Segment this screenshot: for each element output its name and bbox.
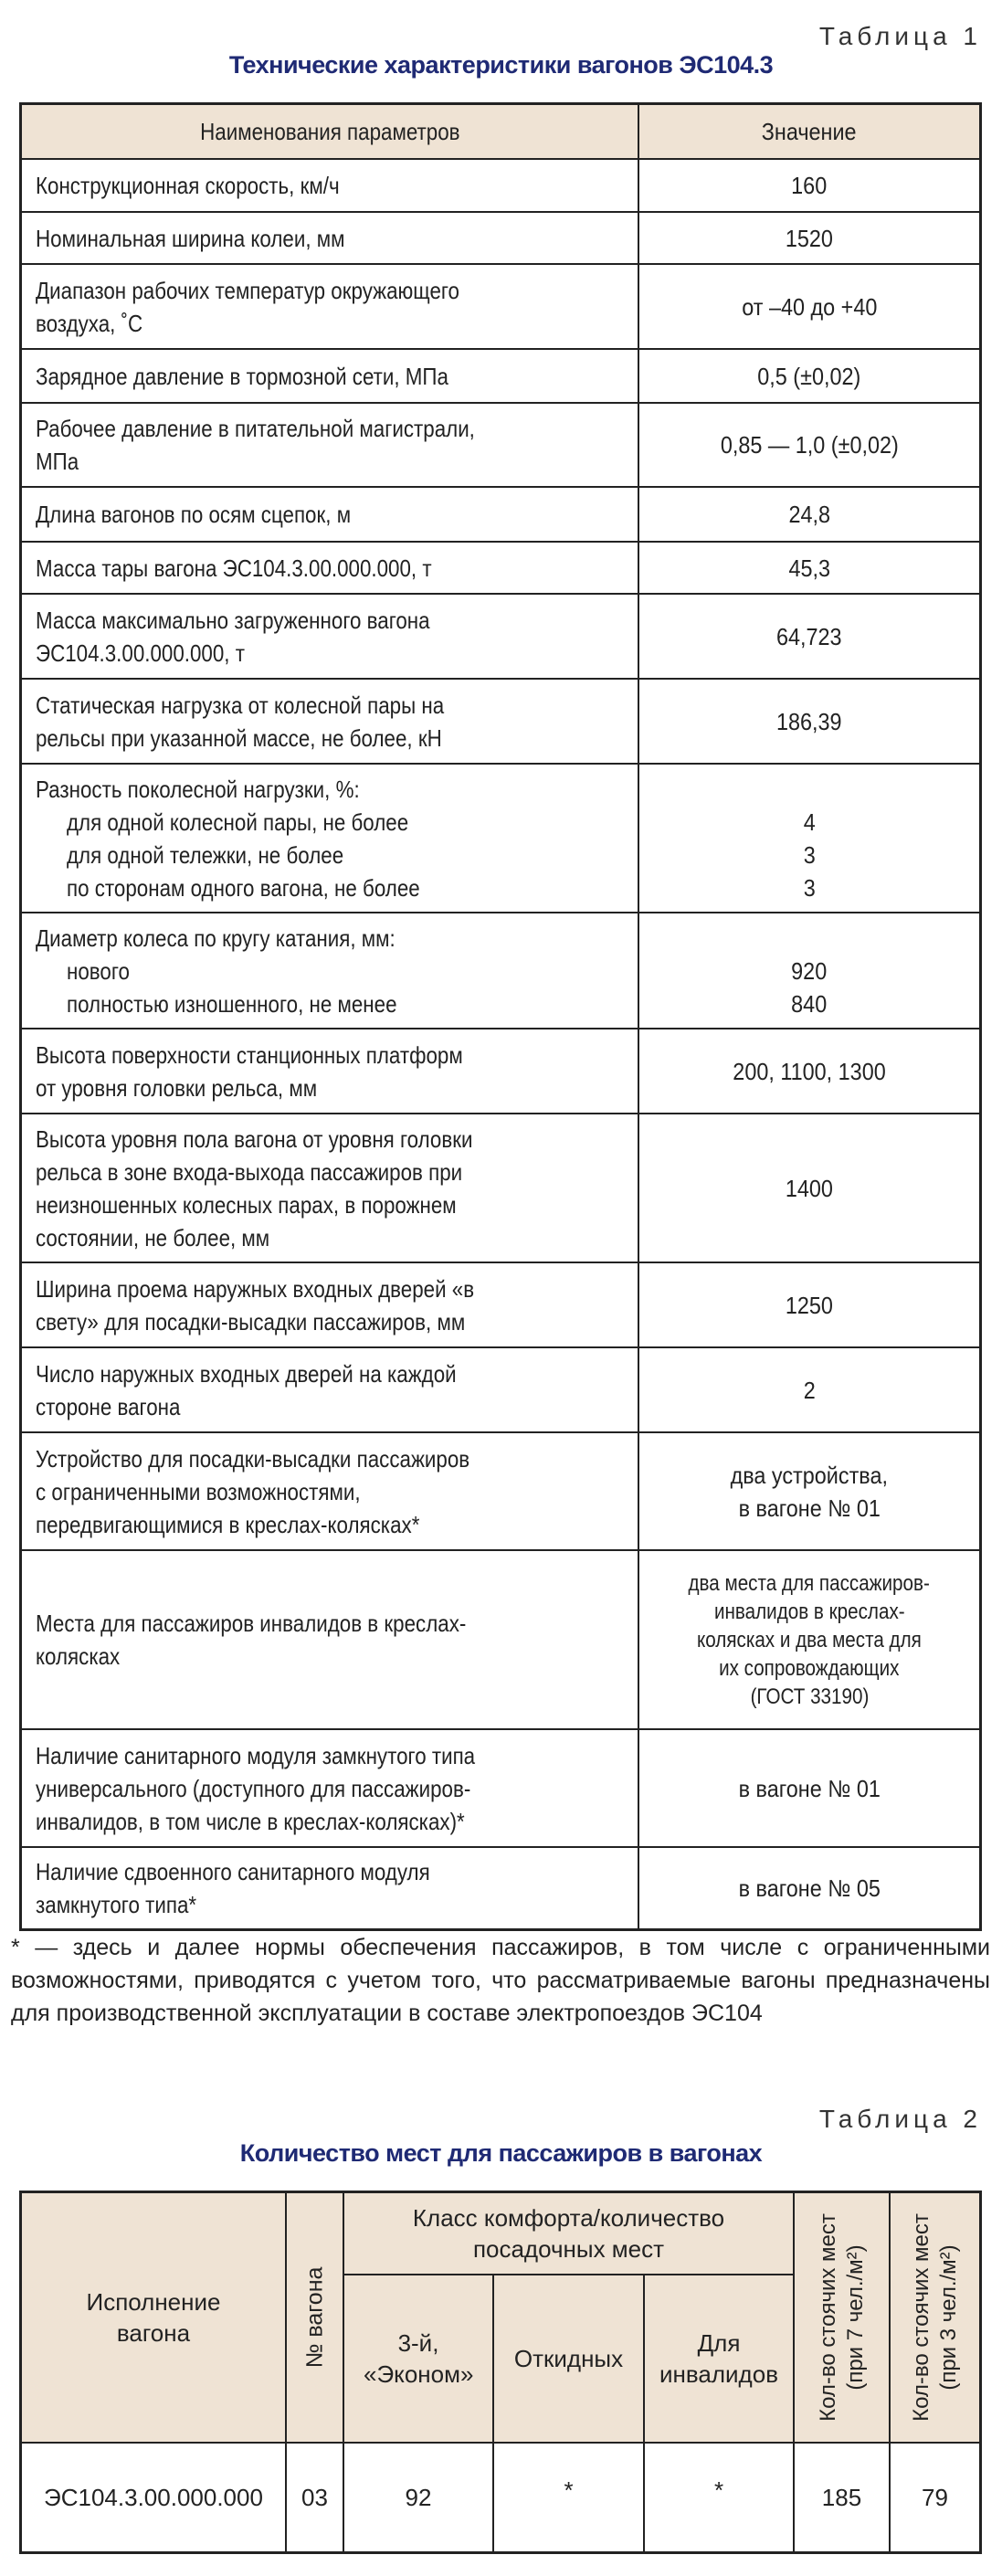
parameter-cell <box>22 1433 639 1549</box>
parameter-line: Наличие санитарного модуля замкнутого типа <box>36 1741 476 1769</box>
parameter-line: Длина вагонов по осям сцепок, м <box>36 501 352 528</box>
header-standing3 <box>891 2193 979 2444</box>
parameter-cell <box>22 1263 639 1346</box>
parameter-line: по сторонам одного вагона, не более <box>67 873 420 902</box>
parameter-cell <box>22 680 639 763</box>
value-line: 64,723 <box>776 622 842 650</box>
value-line: 160 <box>791 172 828 199</box>
header-label: Класс комфорта/количество посадочных мест <box>412 2204 725 2263</box>
parameter-line: с ограниченными возможностями, <box>36 1477 361 1505</box>
table-row <box>22 1113 979 1262</box>
parameter-line: ЭС104.3.00.000.000, т <box>36 639 245 667</box>
cell-standing7: 185 <box>795 2444 891 2551</box>
parameter-cell <box>22 1348 639 1431</box>
table-row <box>22 211 979 263</box>
value-line: в вагоне № 05 <box>738 1874 881 1902</box>
header-label: Откидных <box>513 2345 624 2372</box>
parameter-line: от уровня головки рельса, мм <box>36 1073 318 1102</box>
table-row <box>22 678 979 763</box>
parameter-line: Разность поколесной нагрузки, %: <box>36 775 360 803</box>
value-cell <box>639 213 979 263</box>
cell-execution: ЭС104.3.00.000.000 <box>22 2444 287 2551</box>
parameter-line: Число наружных входных дверей на каждой <box>36 1359 457 1388</box>
value-cell <box>639 1551 979 1728</box>
value-line: два места для пассажиров- <box>688 1570 931 1596</box>
table1-header-row <box>22 105 979 158</box>
parameter-cell <box>22 265 639 348</box>
value-line: 0,85 — 1,0 (±0,02) <box>720 431 899 459</box>
header-folding <box>494 2275 645 2444</box>
table-row <box>22 158 979 211</box>
value-cell <box>639 913 979 1028</box>
value-cell <box>639 350 979 402</box>
table-row <box>22 763 979 912</box>
parameter-cell <box>22 1848 639 1928</box>
parameter-line: передвигающимися в креслах-колясках* <box>36 1510 420 1538</box>
table-row <box>22 541 979 593</box>
parameter-line: для одной колесной пары, не более <box>67 808 409 836</box>
cell-standing3: 79 <box>922 2484 948 2511</box>
header-standing7 <box>795 2193 891 2444</box>
parameter-cell <box>22 213 639 263</box>
value-line: (ГОСТ 33190) <box>750 1684 869 1709</box>
parameter-line: Статическая нагрузка от колесной пары на <box>36 691 445 719</box>
value-cell <box>639 1433 979 1549</box>
table2-title: Количество мест для пассажиров в вагонах <box>239 2139 763 2167</box>
parameter-line: Высота поверхности станционных платформ <box>36 1040 463 1069</box>
parameter-cell <box>22 1029 639 1113</box>
parameter-line: для одной тележки, не более <box>67 840 344 869</box>
parameter-cell <box>22 913 639 1028</box>
value-cell <box>639 1848 979 1928</box>
value-line: 1400 <box>785 1174 834 1202</box>
table-row <box>22 1028 979 1113</box>
value-line: 4 <box>803 808 816 836</box>
table-row <box>22 1431 979 1549</box>
parameter-line: полностью изношенного, не менее <box>67 989 397 1018</box>
table1-title: Технические характеристики вагонов ЭС104.3 <box>228 51 774 79</box>
parameter-cell <box>22 404 639 486</box>
value-cell <box>639 1114 979 1262</box>
parameter-line: рельсы при указанной массе, не более, кН <box>36 723 442 752</box>
parameter-cell <box>22 160 639 211</box>
value-line: колясках и два места для <box>697 1627 922 1652</box>
value-cell <box>639 1348 979 1431</box>
parameter-line: Наличие сдвоенного санитарного модуля <box>36 1858 430 1885</box>
value-cell <box>639 1730 979 1846</box>
table-row <box>22 348 979 402</box>
table-row <box>22 1728 979 1846</box>
value-line: два устройства, <box>730 1461 889 1489</box>
cell-disabled: * <box>645 2444 795 2551</box>
table-row <box>22 1346 979 1431</box>
table1-footnote: * — здесь и далее нормы обеспечения пассажиров, в том числе с ограниченными возможностями, приводятся с учетом того, что рассматриваемые вагоны предназначены для производственной эксплуатации в составе электропоездов ЭС104 <box>11 1935 990 2026</box>
table1 <box>19 102 982 1931</box>
parameter-line: универсального (доступного для пассажиров- <box>36 1774 471 1802</box>
value-line: 840 <box>791 989 828 1018</box>
parameter-cell <box>22 350 639 402</box>
header-label: Исполнение вагона <box>86 2288 221 2347</box>
header-disabled <box>645 2275 795 2444</box>
value-cell <box>639 404 979 486</box>
parameter-line: Ширина проема наружных входных дверей «в <box>36 1274 475 1303</box>
parameter-line: замкнутого типа* <box>36 1891 197 1918</box>
header-comfort-class <box>344 2193 795 2275</box>
cell-folding: * <box>494 2444 645 2551</box>
header-parameters <box>22 105 639 158</box>
cell-car-no: 03 <box>287 2444 344 2551</box>
parameter-line: Устройство для посадки-высадки пассажиров <box>36 1444 470 1473</box>
parameter-line: Номинальная ширина колеи, мм <box>36 224 345 252</box>
parameter-line: рельса в зоне входа-выхода пассажиров при <box>36 1157 463 1186</box>
parameter-line: инвалидов, в том числе в креслах-колясках)* <box>36 1807 465 1835</box>
value-line: 1520 <box>785 224 834 252</box>
value-line: 3 <box>803 873 816 902</box>
value-cell <box>639 765 979 912</box>
value-cell <box>639 595 979 678</box>
parameter-line: Высота уровня пола вагона от уровня головки <box>36 1124 473 1153</box>
table-row <box>22 1549 979 1728</box>
table-row <box>22 1262 979 1346</box>
parameter-line: Рабочее давление в питательной магистрали, <box>36 415 475 442</box>
cell-economy: 92 <box>344 2444 494 2551</box>
parameter-line: Места для пассажиров инвалидов в креслах- <box>36 1610 467 1637</box>
parameter-cell <box>22 488 639 541</box>
parameter-line: Масса тары вагона ЭС104.3.00.000.000, т <box>36 554 432 582</box>
value-line: 186,39 <box>776 707 842 735</box>
parameter-line: воздуха, ˚С <box>36 309 143 337</box>
table-row <box>22 263 979 348</box>
value-line: 2 <box>803 1376 816 1404</box>
value-line: 920 <box>791 956 828 985</box>
value-line: от –40 до +40 <box>741 292 878 321</box>
header-label: 3-й, «Эконом» <box>364 2329 474 2388</box>
value-line: инвалидов в креслах- <box>713 1599 905 1624</box>
value-cell <box>639 1263 979 1346</box>
parameter-cell <box>22 595 639 678</box>
parameter-cell <box>22 765 639 912</box>
header-economy <box>344 2275 494 2444</box>
parameter-line: Зарядное давление в тормозной сети, МПа <box>36 362 448 390</box>
table-row <box>22 912 979 1028</box>
parameter-line: Диаметр колеса по кругу катания, мм: <box>36 924 396 952</box>
header-label: Кол-во стоячих мест (при 3 чел./м²) <box>908 2213 961 2422</box>
parameter-cell <box>22 543 639 593</box>
value-cell <box>639 543 979 593</box>
parameter-line: неизношенных колесных парах, в порожнем <box>36 1190 457 1219</box>
parameter-line: колясках <box>36 1642 121 1670</box>
value-cell <box>639 1029 979 1113</box>
header-value <box>639 105 979 158</box>
header-label: Кол-во стоячих мест (при 7 чел./м²) <box>815 2213 868 2422</box>
table-row <box>22 402 979 486</box>
value-line: их сопровождающих <box>719 1655 900 1681</box>
header-label: Для инвалидов <box>659 2329 778 2388</box>
header-label: Значение <box>762 118 857 145</box>
parameter-line: состоянии, не более, мм <box>36 1223 270 1251</box>
parameter-line: МПа <box>36 448 79 475</box>
table1-label: Таблица 1 <box>818 22 982 50</box>
parameter-line: Конструкционная скорость, км/ч <box>36 172 340 199</box>
table-row <box>22 593 979 678</box>
table2 <box>19 2191 982 2554</box>
header-car-no <box>287 2193 344 2444</box>
value-line: 45,3 <box>788 554 830 582</box>
parameter-line: свету» для посадки-высадки пассажиров, мм <box>36 1307 466 1336</box>
header-label: № вагона <box>301 2266 328 2369</box>
value-cell <box>639 488 979 541</box>
parameter-cell <box>22 1114 639 1262</box>
value-line: в вагоне № 01 <box>738 1774 881 1802</box>
parameter-cell <box>22 1730 639 1846</box>
value-line: 0,5 (±0,02) <box>757 362 861 390</box>
value-line: 24,8 <box>788 501 830 528</box>
value-cell <box>639 265 979 348</box>
table-row <box>22 486 979 541</box>
value-line: 3 <box>803 840 816 869</box>
parameter-line: стороне вагона <box>36 1392 181 1420</box>
value-line: 1250 <box>785 1291 834 1319</box>
table-row <box>22 1846 979 1928</box>
value-line: в вагоне № 01 <box>738 1494 881 1522</box>
table2-label: Таблица 2 <box>818 2105 982 2133</box>
parameter-line: нового <box>67 956 130 985</box>
parameter-cell <box>22 1551 639 1728</box>
header-execution <box>22 2193 287 2444</box>
header-label: Наименования параметров <box>199 118 460 145</box>
value-cell <box>639 160 979 211</box>
value-line: 200, 1100, 1300 <box>733 1057 886 1085</box>
parameter-line: Масса максимально загруженного вагона <box>36 606 430 634</box>
parameter-line: Диапазон рабочих температур окружающего <box>36 276 459 304</box>
value-cell <box>639 680 979 763</box>
